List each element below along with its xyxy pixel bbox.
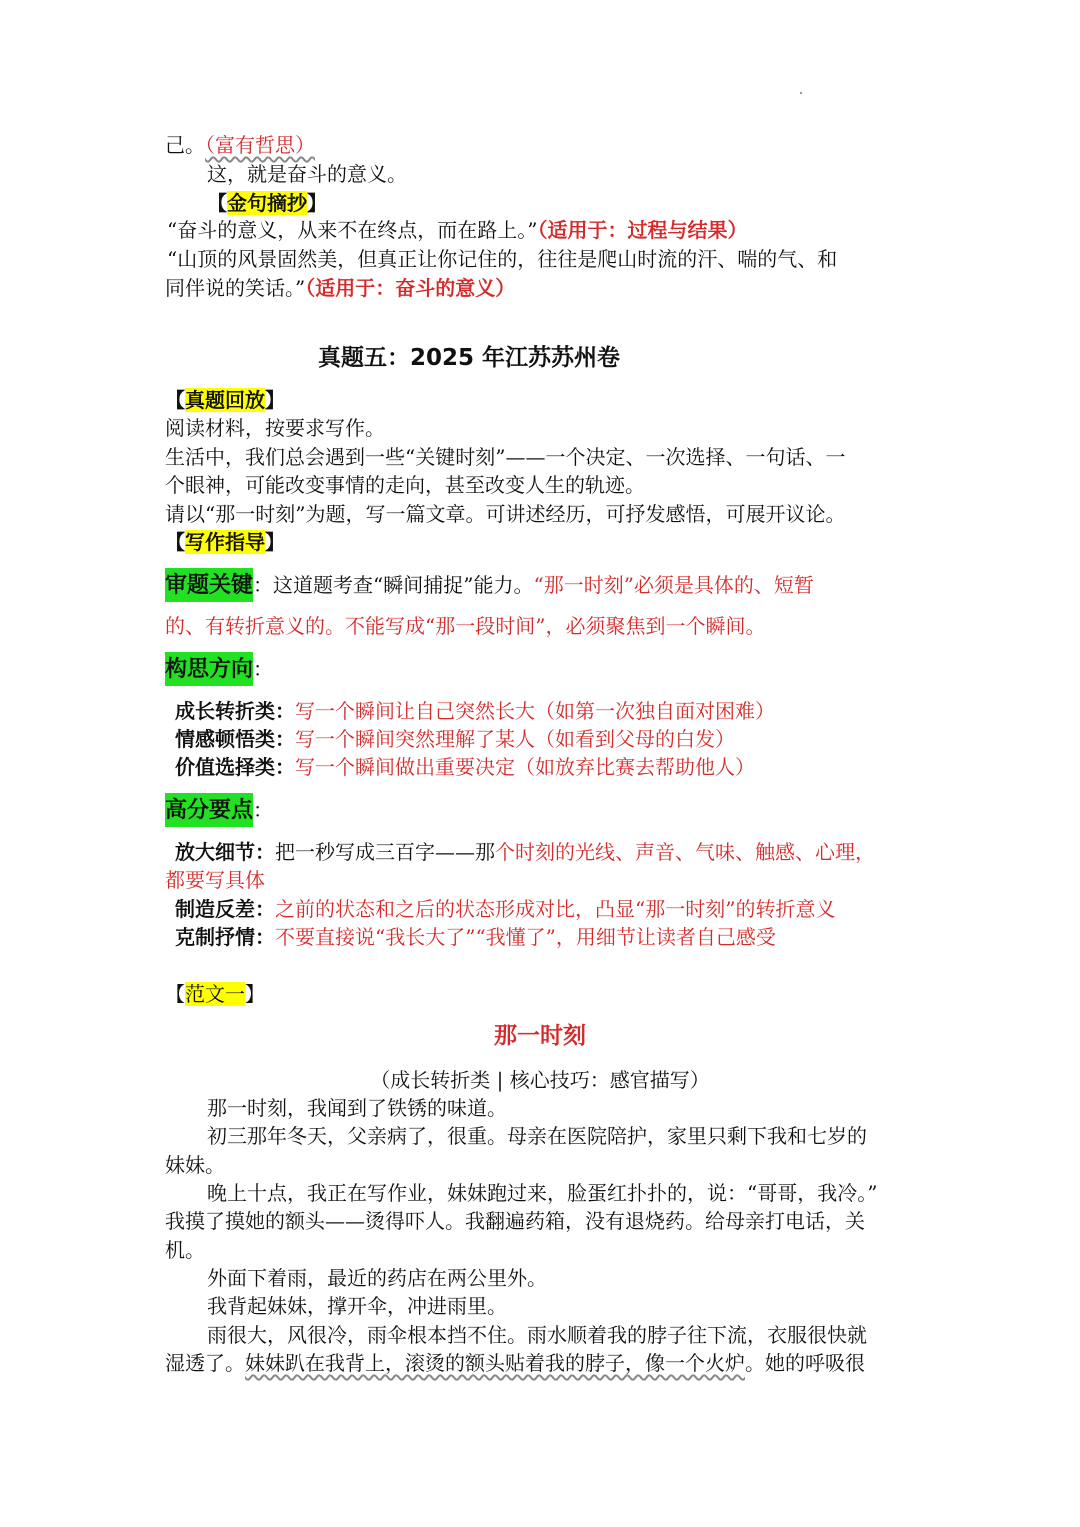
tip-1-line-2: 都要写具体 — [165, 868, 265, 892]
intro-fragment-line — [165, 131, 315, 159]
idea-colon: ： — [253, 657, 274, 681]
tips-header — [165, 794, 273, 826]
quotes-header-label: 金句摘抄 — [227, 191, 307, 215]
review-header-label: 真题回放 — [185, 388, 265, 412]
idea-item-3 — [175, 753, 755, 781]
essay-paragraph: 初三那年冬天，父亲病了，很重。母亲在医院陪护，家里只剩下我和七岁的 — [207, 1124, 867, 1148]
essay-paragraph: 我背起妹妹，撑开伞，冲进雨里。 — [207, 1294, 507, 1318]
philosophy-note: （富有哲思） — [205, 133, 315, 157]
essay-header — [165, 980, 265, 1008]
essay-paragraph: 雨很大，风很冷，雨伞根本挡不住。雨水顺着我的脖子往下流，衣服很快就 — [207, 1323, 867, 1347]
bracket-close: 】 — [265, 530, 285, 554]
essay-paragraph-cont: 机。 — [165, 1238, 205, 1262]
key-red-2: 的、有转折意义的。不能写成“那一段时间”，必须聚焦到一个瞬间。 — [165, 614, 766, 638]
key-label: 审题关键 — [165, 568, 253, 602]
bracket-close: 】 — [265, 388, 285, 412]
key-red-1: “那一时刻”必须是具体的、短暂 — [533, 573, 814, 597]
essay-subtitle: （成长转折类 | 核心技巧：感官描写） — [370, 1068, 710, 1092]
intro-closing: 这，就是奋斗的意义。 — [207, 162, 407, 186]
essay-paragraph-cont: 我摸了摸她的额头——烫得吓人。我翻遍药箱，没有退烧药。给母亲打电话，关 — [165, 1209, 865, 1233]
idea-label: 构思方向 — [165, 652, 253, 686]
bracket-open: 【 — [207, 191, 227, 215]
essay-text: 湿透了。 — [165, 1351, 245, 1375]
bracket-close: 】 — [307, 191, 327, 215]
tip-label: 放大细节： — [175, 840, 275, 864]
idea-item-2 — [175, 725, 735, 753]
tip-1-line-1 — [175, 838, 875, 866]
prompt-line-2a: 生活中，我们总会遇到一些“关键时刻”——一个决定、一次选择、一句话、一 — [165, 445, 846, 469]
essay-text: 。她的呼吸很 — [745, 1351, 865, 1375]
bracket-open: 【 — [165, 530, 185, 554]
tip-label: 克制抒情： — [175, 925, 275, 949]
essay-paragraph: 晚上十点，我正在写作业，妹妹跑过来，脸蛋红扑扑的，说：“哥哥，我冷。” — [207, 1181, 878, 1205]
essay-underlined-text: 妹妹趴在我背上，滚烫的额头贴着我的脖子，像一个火炉 — [245, 1351, 745, 1375]
tip-1-red: 个时刻的光线、声音、气味、触感、心理， — [495, 840, 875, 864]
tips-colon: ： — [253, 798, 274, 822]
idea-item-text: 写一个瞬间突然理解了某人（如看到父母的白发） — [295, 727, 735, 751]
tip-1-black: 把一秒写成三百字——那 — [275, 840, 495, 864]
section-title: 真题五：2025 年江苏苏州卷 — [318, 345, 621, 371]
essay-paragraph: 外面下着雨，最近的药店在两公里外。 — [207, 1266, 547, 1290]
quote-1-text: “奋斗的意义，从来不在终点，而在路上。” — [167, 218, 538, 242]
essay-paragraph-cont — [165, 1349, 865, 1377]
bracket-close: 】 — [245, 982, 265, 1006]
tip-3 — [175, 923, 776, 951]
tips-label: 高分要点 — [165, 793, 253, 827]
idea-item-text: 写一个瞬间让自己突然长大（如第一次独自面对困难） — [295, 699, 775, 723]
essay-paragraph: 那一时刻，我闻到了铁锈的味道。 — [207, 1096, 507, 1120]
idea-item-label: 情感顿悟类： — [175, 727, 295, 751]
quote-2-line-2 — [165, 274, 515, 302]
prompt-line-1: 阅读材料，按要求写作。 — [165, 416, 385, 440]
quote-1-note: （适用于：过程与结果） — [537, 218, 748, 242]
idea-item-text: 写一个瞬间做出重要决定（如放弃比赛去帮助他人） — [295, 755, 755, 779]
prompt-line-3: 请以“那一时刻”为题，写一篇文章。可讲述经历，可抒发感悟，可展开议论。 — [165, 502, 846, 526]
quote-2-text: 同伴说的笑话。” — [165, 276, 306, 300]
essay-header-label: 范文一 — [185, 982, 245, 1006]
guide-header — [165, 528, 285, 556]
bracket-open: 【 — [165, 982, 185, 1006]
prompt-line-2b: 个眼神，可能改变事情的走向，甚至改变人生的轨迹。 — [165, 473, 645, 497]
tip-3-text: 不要直接说“我长大了”“我懂了”，用细节让读者自己感受 — [275, 925, 776, 949]
quotes-header — [207, 189, 327, 217]
tip-2 — [175, 895, 835, 923]
scan-dot — [800, 92, 802, 94]
review-header — [165, 386, 285, 414]
quote-2-line-1: “山顶的风景固然美，但真正让你记住的，往往是爬山时流的汗、喘的气、和 — [167, 247, 838, 271]
idea-item-1 — [175, 697, 775, 725]
key-colon: ： — [253, 573, 274, 597]
key-text: 这道题考查“瞬间捕捉”能力。 — [273, 573, 534, 597]
tip-2-text: 之前的状态和之后的状态形成对比，凸显“那一时刻”的转折意义 — [275, 897, 836, 921]
essay-title: 那一时刻 — [494, 1023, 586, 1049]
quote-1 — [167, 216, 747, 244]
bracket-open: 【 — [165, 388, 185, 412]
quote-2-note: （适用于：奋斗的意义） — [305, 276, 516, 300]
idea-item-label: 价值选择类： — [175, 755, 295, 779]
idea-header — [165, 653, 273, 685]
key-line-1 — [165, 569, 814, 601]
essay-paragraph-cont: 妹妹。 — [165, 1153, 225, 1177]
tip-label: 制造反差： — [175, 897, 275, 921]
guide-header-label: 写作指导 — [185, 530, 265, 554]
idea-item-label: 成长转折类： — [175, 699, 295, 723]
intro-fragment: 己。 — [165, 133, 205, 157]
